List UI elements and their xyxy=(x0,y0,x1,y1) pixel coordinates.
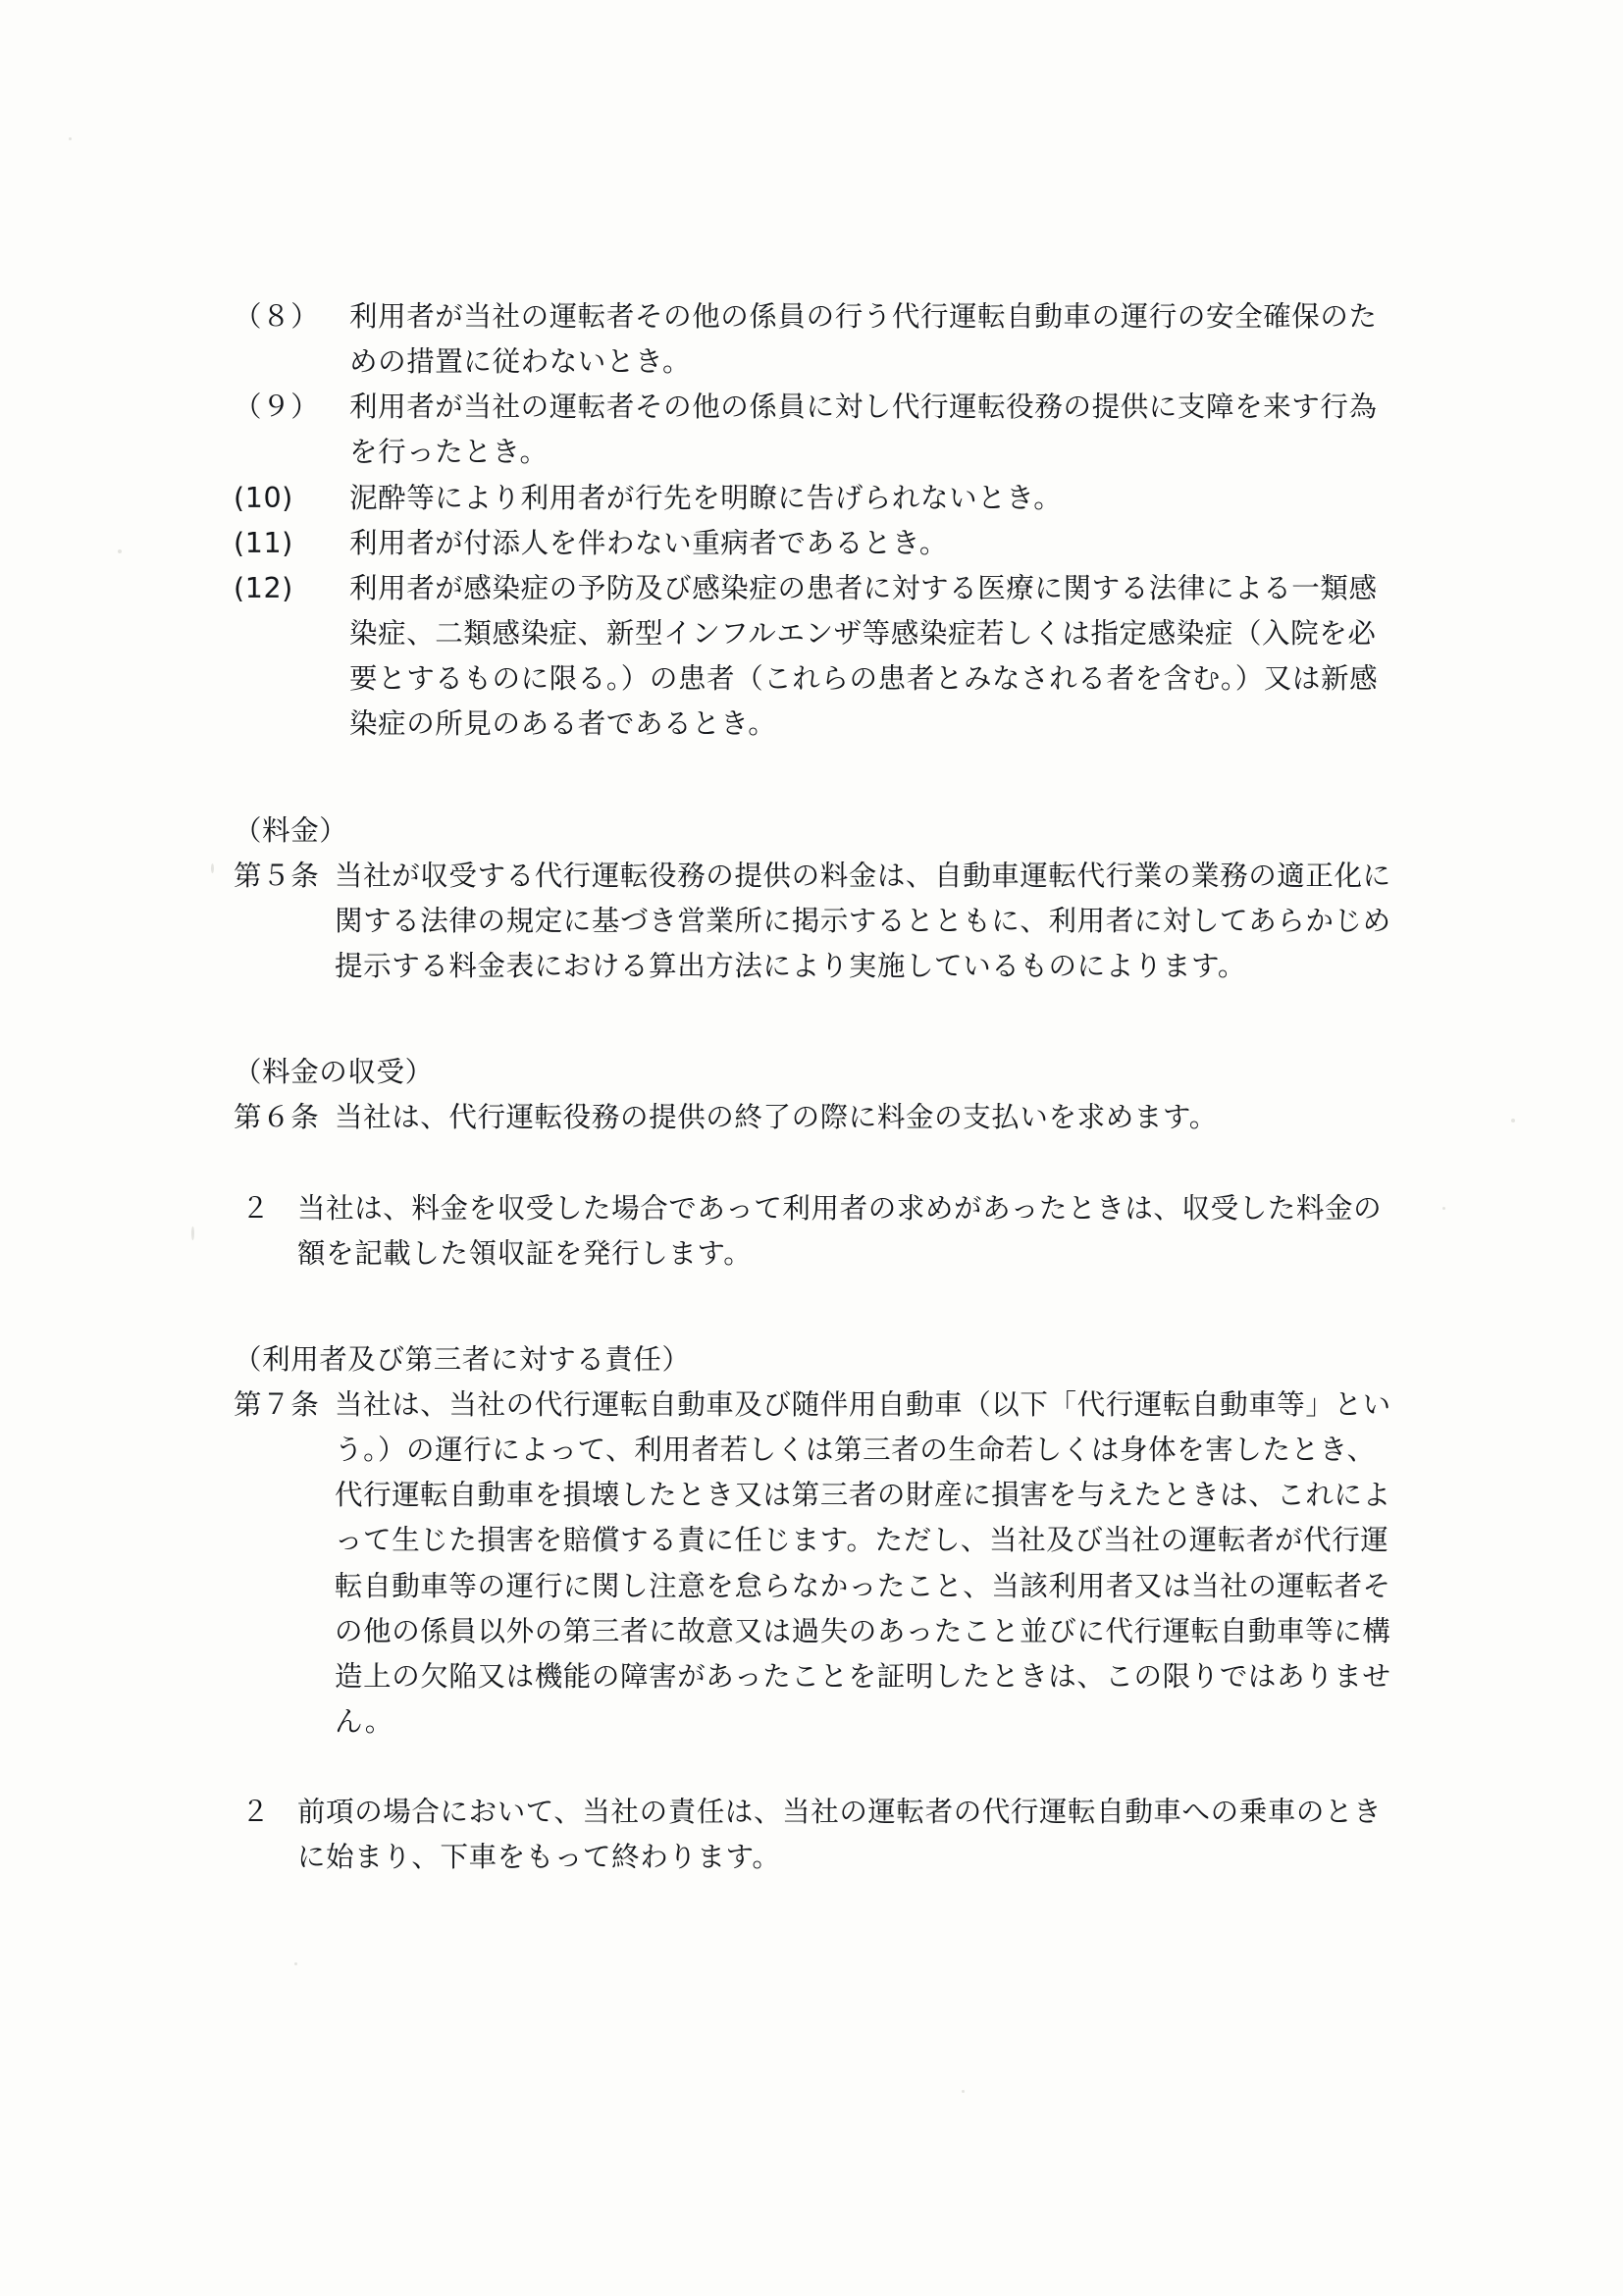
clause-text: 利用者が感染症の予防及び感染症の患者に対する医療に関する法律による一類感染症、二類感染症、新型インフルエンザ等感染症若しくは指定感染症（入院を必要とするものに限る。）の患者（これらの患者とみなされる者を含む。）又は新感染症の所見のある者であるとき。 xyxy=(349,571,1379,741)
scan-speck xyxy=(1442,1207,1445,1210)
article-row xyxy=(234,1383,1401,1745)
list-item xyxy=(234,476,1401,521)
scan-speck xyxy=(294,1962,297,1965)
clause-marker: (10) xyxy=(234,481,293,514)
scan-speck xyxy=(1511,1119,1515,1122)
article-text: 当社は、代行運転役務の提供の終了の際に料金の支払いを求めます。 xyxy=(335,1101,1218,1134)
sub-article-text: 前項の場合において、当社の責任は、当社の運転者の代行運転自動車への乗車のときに始まり、下車をもって終わります。 xyxy=(297,1796,1383,1874)
clause-text: 利用者が当社の運転者その他の係員の行う代行運転自動車の運行の安全確保のための措置に従わないとき。 xyxy=(349,300,1378,379)
clause-text: 泥酔等により利用者が行先を明瞭に告げられないとき。 xyxy=(349,481,1063,514)
article-text: 当社が収受する代行運転役務の提供の料金は、自動車運転代行業の業務の適正化に関する法律の規定に基づき営業所に掲示するとともに、利用者に対してあらかじめ提示する料金表における算出方法により実施しているものによります。 xyxy=(335,859,1391,983)
list-item xyxy=(234,566,1401,748)
article-label: 第５条 xyxy=(234,859,320,892)
article-label: 第７条 xyxy=(234,1387,320,1421)
scan-speck xyxy=(118,549,122,553)
sub-article-text: 当社は、料金を収受した場合であって利用者の求めがあったときは、収受した料金の額を記載した領収証を発行します。 xyxy=(297,1191,1383,1270)
sub-article-label: ２ xyxy=(241,1796,271,1829)
scan-speck xyxy=(191,1226,194,1240)
sub-article-row xyxy=(234,1790,1401,1880)
article-row xyxy=(234,1095,1401,1140)
list-item xyxy=(234,521,1401,566)
sub-article-row xyxy=(234,1186,1401,1277)
clause-text: 利用者が付添人を伴わない重病者であるとき。 xyxy=(349,526,948,559)
clause-marker: (11) xyxy=(234,526,293,559)
list-item xyxy=(234,294,1401,385)
section-heading: （料金の収受） xyxy=(234,1056,434,1089)
clause-list xyxy=(234,294,1401,748)
clause-marker: （９） xyxy=(234,391,320,424)
section-fee-collection xyxy=(234,1050,1401,1277)
clause-marker: （８） xyxy=(234,300,320,333)
scan-speck xyxy=(962,2090,965,2093)
sub-article-label: ２ xyxy=(241,1191,271,1225)
article-row xyxy=(234,854,1401,989)
section-heading: （利用者及び第三者に対する責任） xyxy=(234,1342,691,1376)
scan-speck xyxy=(69,137,72,140)
clause-text: 利用者が当社の運転者その他の係員に対し代行運転役務の提供に支障を来す行為を行ったとき。 xyxy=(349,391,1378,469)
section-fee xyxy=(234,809,1401,990)
scan-speck xyxy=(211,863,214,873)
document-body xyxy=(234,294,1401,1881)
article-label: 第６条 xyxy=(234,1101,320,1134)
section-liability xyxy=(234,1337,1401,1881)
article-text: 当社は、当社の代行運転自動車及び随伴用自動車（以下「代行運転自動車等」という。）の運行によって、利用者若しくは第三者の生命若しくは身体を害したとき、代行運転自動車を損壊したとき又は第三者の財産に損害を与えたときは、これによって生じた損害を賠償する責に任じます。ただし、当社及び当社の運転者が代行運転自動車等の運行に関し注意を怠らなかったこと、当該利用者又は当社の運転者その他の係員以外の第三者に故意又は過失のあったこと並びに代行運転自動車等に構造上の欠陥又は機能の障害があったことを証明したときは、この限りではありません。 xyxy=(335,1387,1391,1739)
list-item xyxy=(234,385,1401,475)
section-heading: （料金） xyxy=(234,813,348,847)
clause-marker: (12) xyxy=(234,571,293,604)
